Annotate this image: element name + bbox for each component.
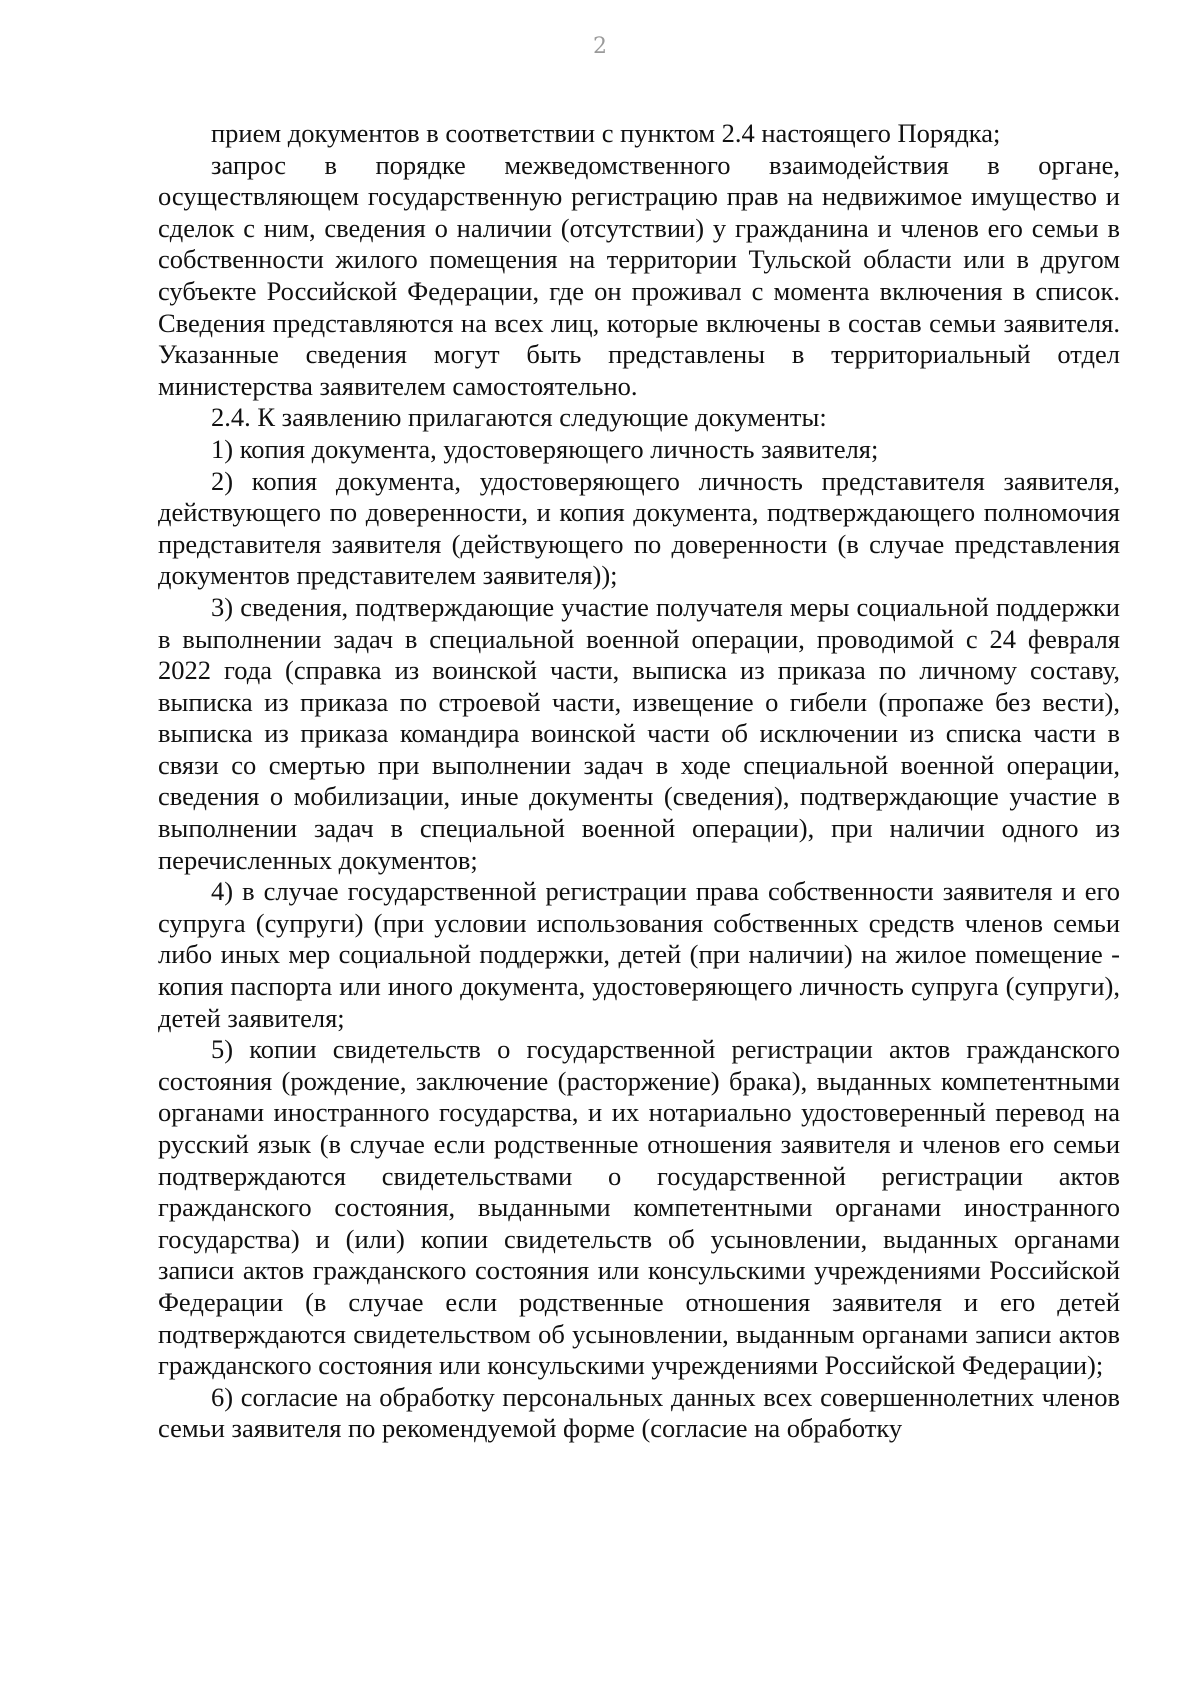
paragraph-2-4-heading: 2.4. К заявлению прилагаются следующие документы: [211,402,827,433]
list-item-5-civil-status-certificates: 5) копии свидетельств о государственной регистрации актов гражданского состояния (рождение, заключение (расторжение) брака), выданных компетентными органами иностранного государства, и их нотариально удостоверенный перевод на русский язык (в случае если родственные отношения заявителя и членов его семьи подтверждаются свидетельствами о государственной регистрации актов гражданского состояния, выданными компетентными органами иностранного государства) и (или) копии свидетельств об усыновлении, выданных органами записи актов гражданского состояния или консульскими учреждениями Российской Федерации (в случае если родственные отношения заявителя и его детей подтверждаются свидетельством об усыновлении, выданным органами записи актов гражданского состояния или консульскими учреждениями Российской Федерации); [158,1034,1120,1381]
list-item-6-data-consent: 6) согласие на обработку персональных данных всех совершеннолетних членов семьи заявителя по рекомендуемой форме (согласие на обработку [158,1381,1120,1444]
list-item-3-military-operation-proof: 3) сведения, подтверждающие участие получателя меры социальной поддержки в выполнении задач в специальной военной операции, проводимой с 24 февраля 2022 года (справка из воинской части, выписка из приказа по личному составу, выписка из приказа по строевой части, извещение о гибели (пропаже без вести), выписка из приказа командира воинской части об исключении из списка части в связи со смертью при выполнении задач в ходе специальной военной операции, сведения о мобилизации, иные документы (сведения), подтверждающие участие в выполнении задач в специальной военной операции), при наличии одного из перечисленных документов; [158,591,1120,875]
paragraph-interagency-request: запрос в порядке межведомственного взаимодействия в органе, осуществляющем государственную регистрацию прав на недвижимое имущество и сделок с ним, сведения о наличии (отсутствии) у гражданина и членов его семьи в собственности жилого помещения на территории Тульской области или в другом субъекте Российской Федерации, где он проживал с момента включения в список. Сведения представляются на всех лиц, которые включены в состав семьи заявителя. Указанные сведения могут быть представлены в территориальный отдел министерства заявителем самостоятельно. [158,149,1120,401]
list-item-4-spouse-passport: 4) в случае государственной регистрации права собственности заявителя и его супруга (супруги) (при условии использования собственных средств членов семьи либо иных мер социальной поддержки, детей (при наличии) на жилое помещение - копия паспорта или иного документа, удостоверяющего личность супруга (супруги), детей заявителя; [158,876,1120,1033]
paragraph-document-intake: прием документов в соответствии с пунктом 2.4 настоящего Порядка; [211,118,1001,148]
list-item-1-identity-copy: 1) копия документа, удостоверяющего личность заявителя; [211,433,879,464]
page-number: 2 [593,34,607,59]
document-body [158,118,1120,1445]
list-item-2-representative-copy: 2) копия документа, удостоверяющего личность представителя заявителя, действующего по доверенности, и копия документа, подтверждающего полномочия представителя заявителя (действующего по доверенности (в случае представления документов представителем заявителя)); [158,465,1120,591]
